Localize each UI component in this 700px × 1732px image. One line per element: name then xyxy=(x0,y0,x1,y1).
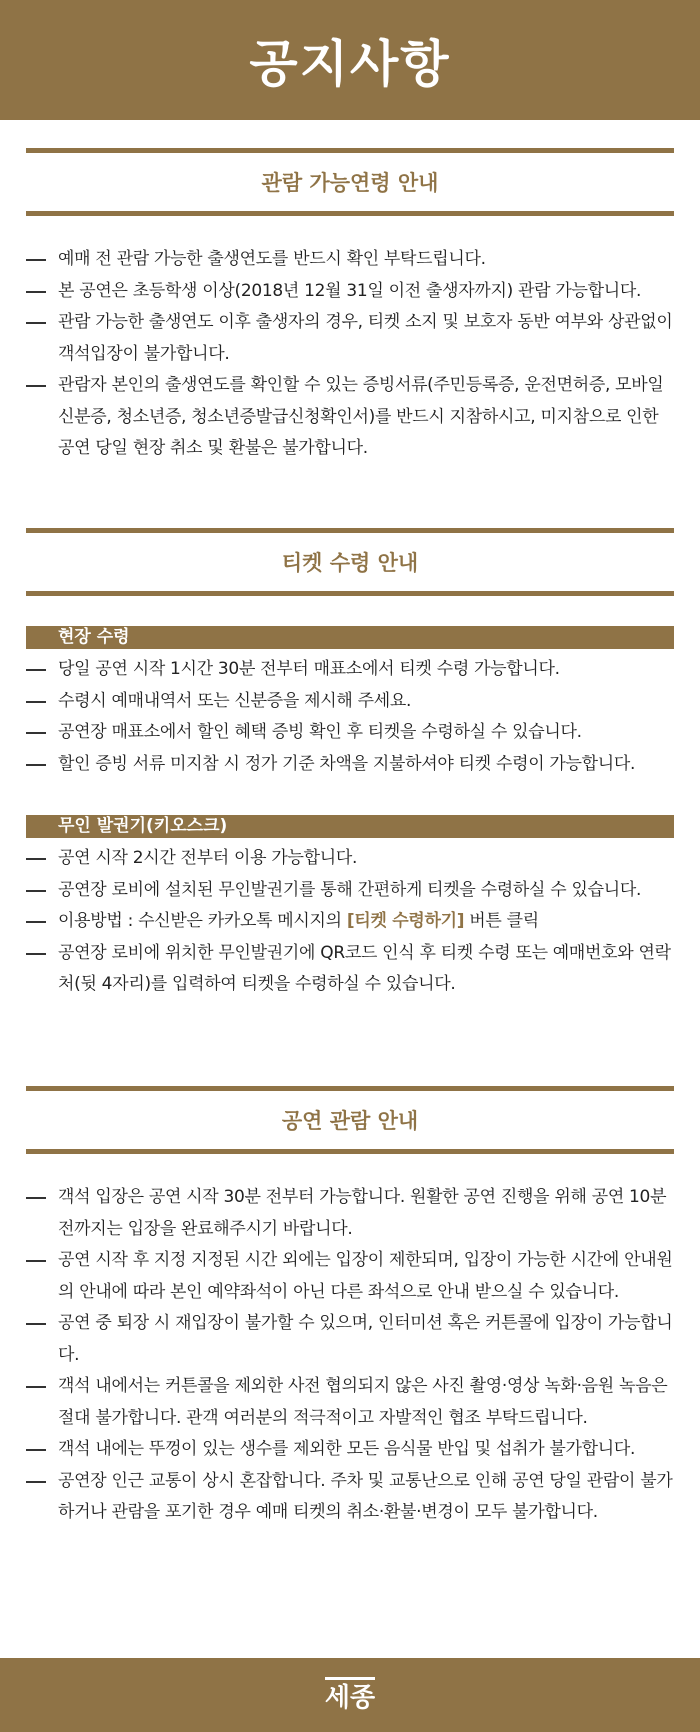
list-item: 공연장 로비에 설치된 무인발권기를 통해 간편하게 티켓을 수령하실 수 있습니다. xyxy=(26,875,674,907)
logo-bar xyxy=(325,1677,375,1680)
usage-suffix: 버튼 클릭 xyxy=(464,911,539,931)
subsection-bar-onsite: 현장 수령 xyxy=(26,626,674,649)
section-title-text: 관람 가능연령 안내 xyxy=(261,171,439,195)
kiosk-pickup-list xyxy=(26,843,674,1001)
list-item-usage xyxy=(26,906,674,938)
list-item: 객석 내에서는 커튼콜을 제외한 사전 협의되지 않은 사진 촬영·영상 녹화·음원 녹음은 절대 불가합니다. 관객 여러분의 적극적이고 자발적인 협조 부탁드립니다. xyxy=(26,1371,674,1434)
list-item: 할인 증빙 서류 미지참 시 정가 기준 차액을 지불하셔야 티켓 수령이 가능합니다. xyxy=(26,749,674,781)
list-item: 공연장 매표소에서 할인 혜택 증빙 확인 후 티켓을 수령하실 수 있습니다. xyxy=(26,717,674,749)
ticket-pickup-highlight: [티켓 수령하기] xyxy=(346,911,465,931)
list-item: 수령시 예매내역서 또는 신분증을 제시해 주세요. xyxy=(26,686,674,718)
usage-prefix: 이용방법 : 수신받은 카카오톡 메시지의 xyxy=(58,911,347,931)
list-item: 공연장 인근 교통이 상시 혼잡합니다. 주차 및 교통난으로 인해 공연 당일 관람이 불가하거나 관람을 포기한 경우 예매 티켓의 취소·환불·변경이 모두 불가합니다. xyxy=(26,1466,674,1529)
list-item: 객석 내에는 뚜껑이 있는 생수를 제외한 모든 음식물 반입 및 섭취가 불가합니다. xyxy=(26,1434,674,1466)
list-item: 관람자 본인의 출생연도를 확인할 수 있는 증빙서류(주민등록증, 운전면허증, 모바일 신분증, 청소년증, 청소년증발급신청확인서)를 반드시 지참하시고, 미지참으로 인한 공연 당일 현장 취소 및 환불은 불가합니다. xyxy=(26,370,674,465)
subsection-bar-kiosk: 무인 발권기(키오스크) xyxy=(26,815,674,838)
section-title-age xyxy=(26,148,674,216)
page-footer xyxy=(0,1658,700,1732)
list-item: 관람 가능한 출생연도 이후 출생자의 경우, 티켓 소지 및 보호자 동반 여부와 상관없이 객석입장이 불가합니다. xyxy=(26,307,674,370)
section-title-text: 티켓 수령 안내 xyxy=(281,551,419,575)
list-item: 공연장 로비에 위치한 무인발권기에 QR코드 인식 후 티켓 수령 또는 예매번호와 연락처(뒷 4자리)를 입력하여 티켓을 수령하실 수 있습니다. xyxy=(26,938,674,1001)
list-item: 객석 입장은 공연 시작 30분 전부터 가능합니다. 원활한 공연 진행을 위해 공연 10분전까지는 입장을 완료해주시기 바랍니다. xyxy=(26,1182,674,1245)
section-title-text: 공연 관람 안내 xyxy=(281,1109,419,1133)
sejong-logo xyxy=(325,1677,375,1713)
viewing-notice-list xyxy=(26,1182,674,1529)
list-item: 공연 시작 2시간 전부터 이용 가능합니다. xyxy=(26,843,674,875)
section-title-ticket xyxy=(26,528,674,596)
list-item: 공연 중 퇴장 시 재입장이 불가할 수 있으며, 인터미션 혹은 커튼콜에 입장이 가능합니다. xyxy=(26,1308,674,1371)
list-item: 당일 공연 시작 1시간 30분 전부터 매표소에서 티켓 수령 가능합니다. xyxy=(26,654,674,686)
page-title: 공지사항 xyxy=(249,35,451,93)
list-item: 본 공연은 초등학생 이상(2018년 12월 31일 이전 출생자까지) 관람 가능합니다. xyxy=(26,276,674,308)
age-notice-list xyxy=(26,244,674,465)
list-item: 예매 전 관람 가능한 출생연도를 반드시 확인 부탁드립니다. xyxy=(26,244,674,276)
page-header xyxy=(0,0,700,120)
onsite-pickup-list xyxy=(26,654,674,780)
logo-text: 세종 xyxy=(324,1683,376,1713)
list-item: 공연 시작 후 지정 지정된 시간 외에는 입장이 제한되며, 입장이 가능한 시간에 안내원의 안내에 따라 본인 예약좌석이 아닌 다른 좌석으로 안내 받으실 수 있습니다. xyxy=(26,1245,674,1308)
section-title-viewing xyxy=(26,1086,674,1154)
